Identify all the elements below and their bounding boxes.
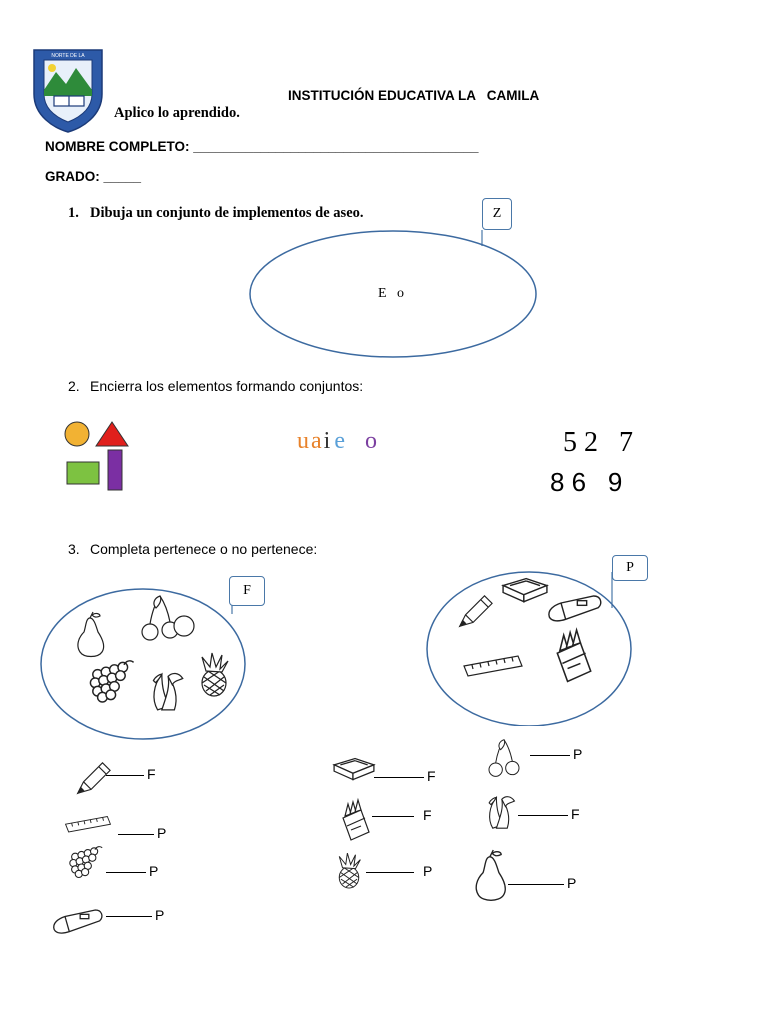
rectangle-shape: [67, 462, 99, 484]
answer-eraser-value: P: [155, 907, 165, 923]
numbers-row-2[interactable]: 8 6 9: [550, 467, 623, 497]
vowel-a: a: [311, 428, 322, 454]
answer-crayons-icon: [336, 800, 376, 842]
answer-ruler-value: P: [157, 825, 167, 841]
q2-text: Encierra los elementos formando conjuntos:: [90, 378, 364, 394]
book-icon: [500, 574, 550, 604]
answer-cherries-icon: [482, 738, 526, 778]
answer-ruler[interactable]: [118, 825, 166, 841]
q1-number: 1.: [68, 205, 79, 221]
vowel-u: u: [297, 428, 309, 454]
vowels-group[interactable]: [297, 428, 377, 455]
answer-banana-value: F: [571, 806, 580, 822]
grade-line[interactable]: GRADO: _____: [45, 169, 142, 184]
answer-cherries[interactable]: [530, 746, 582, 762]
worksheet-subtitle: Aplico lo aprendido.: [114, 105, 240, 121]
answer-crayons-value: F: [423, 807, 432, 823]
q3-number: 3.: [68, 541, 80, 557]
q1-set-tag: Z: [482, 198, 512, 230]
q3-text: Completa pertenece o no pertenece:: [90, 541, 318, 557]
answer-grapes[interactable]: [106, 863, 158, 879]
answer-crayons[interactable]: [372, 807, 432, 823]
vowel-o: o: [364, 428, 377, 454]
answer-banana[interactable]: [518, 806, 580, 822]
answer-pencil-value: F: [147, 766, 156, 782]
banana-icon: [146, 668, 186, 712]
answer-book-value: F: [427, 768, 436, 784]
circle-shape: [65, 422, 89, 446]
answer-book[interactable]: [374, 768, 436, 784]
vowel-e: e: [334, 428, 345, 454]
school-name: INSTITUCIÓN EDUCATIVA LA CAMILA: [288, 88, 540, 103]
pineapple-icon: [198, 652, 230, 698]
answer-pear-value: P: [567, 875, 577, 891]
cherry-single-icon: [170, 612, 200, 638]
fruit-set-tag: F: [229, 576, 265, 606]
answer-eraser-icon: [52, 906, 104, 940]
q1-set-content: E o: [378, 286, 405, 301]
answer-banana-icon: [482, 792, 518, 830]
svg-text:NORTE DE LA: NORTE DE LA: [51, 53, 85, 59]
geometric-shapes-group[interactable]: [62, 418, 132, 492]
answer-eraser[interactable]: [106, 907, 164, 923]
answer-grapes-value: P: [149, 863, 159, 879]
grapes-icon: [88, 656, 136, 712]
vowel-i: i: [323, 428, 331, 454]
answer-pear[interactable]: [508, 875, 576, 891]
answer-pineapple[interactable]: [366, 863, 432, 879]
q1-text: Dibuja un conjunto de implementos de aseo.: [90, 205, 364, 221]
school-set-tag: P: [612, 555, 648, 581]
answer-grapes-icon: [66, 846, 106, 882]
ruler-icon: [462, 650, 524, 684]
answer-pineapple-value: P: [423, 863, 433, 879]
eraser-icon: [546, 596, 604, 624]
full-name-line[interactable]: NOMBRE COMPLETO: ______________________________________: [45, 139, 479, 154]
pencil-icon: [456, 592, 494, 630]
answer-pineapple-icon: [336, 852, 362, 890]
q2-number: 2.: [68, 378, 80, 394]
school-logo: [30, 46, 106, 134]
answer-ruler-icon: [64, 814, 112, 836]
pear-icon: [76, 612, 106, 658]
answer-cherries-value: P: [573, 746, 583, 762]
numbers-row-1[interactable]: 5 2 7: [563, 427, 633, 458]
crayons-icon: [548, 630, 600, 684]
triangle-shape: [96, 422, 128, 446]
answer-pear-icon: [474, 850, 508, 902]
bar-shape: [108, 450, 122, 490]
answer-pencil[interactable]: [106, 766, 156, 782]
answer-book-icon: [332, 754, 376, 782]
